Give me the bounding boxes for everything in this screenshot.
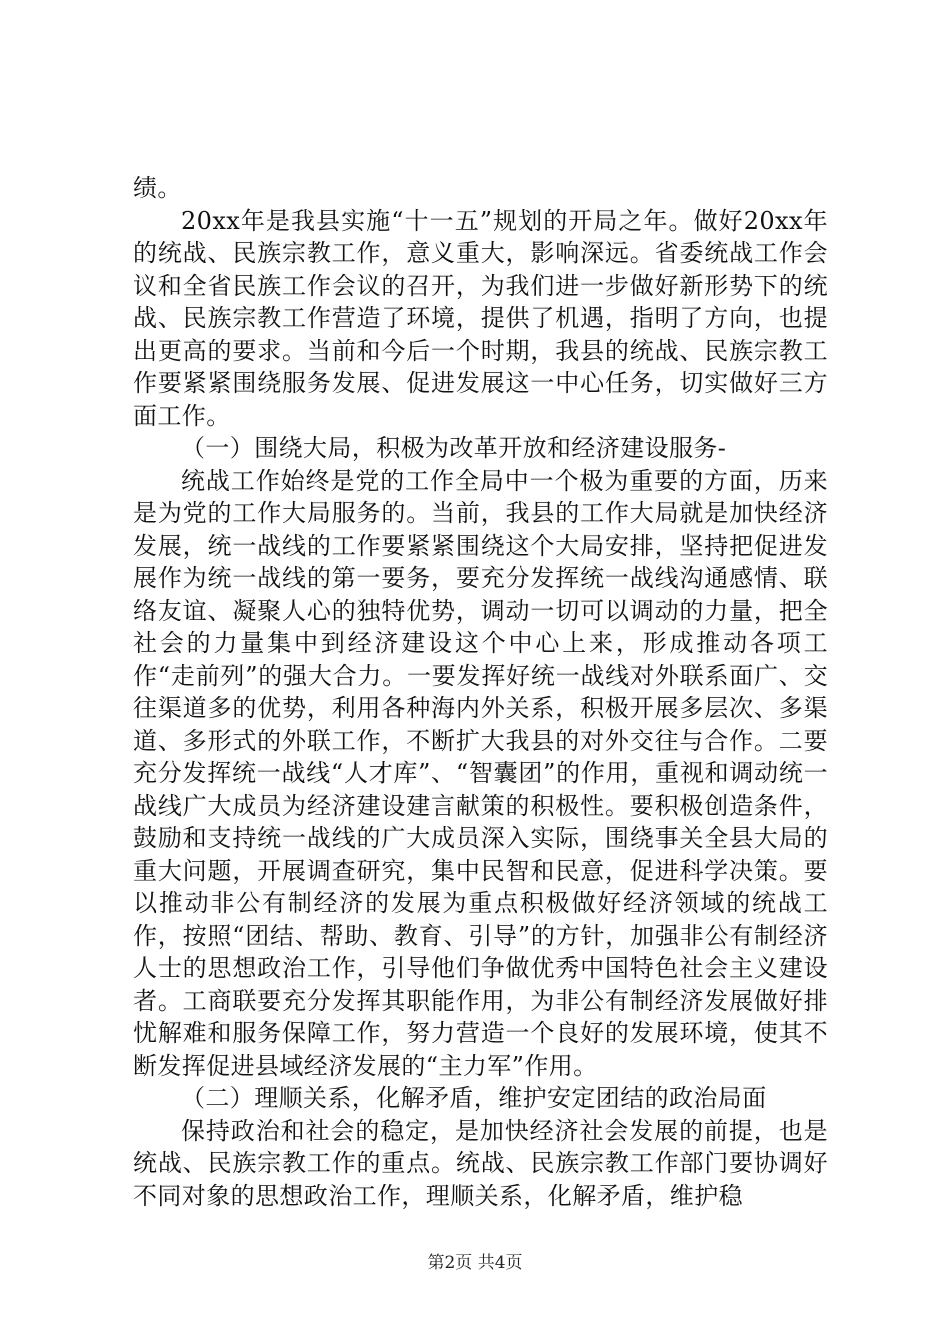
paragraph-3: 统战工作始终是党的工作全局中一个极为重要的方面，历来是为党的工作大局服务的。当前，我县的工作大局就是加快经济发展，统一战线的工作要紧紧围绕这个大局安排，坚持把促进发展作为统一战线的第一要务，要充分发挥统一战线沟通感情、联络友谊、凝聚人心的独特优势，调动一切可以调动的力量，把全社会的力量集中到经济建设这个中心上来，形成推动各项工作“走前列”的强大合力。一要发挥好统一战线对外联系面广、交往渠道多的优势，利用各种海内外关系，积极开展多层次、多渠道、多形式的外联工作，不断扩大我县的对外交往与合作。二要充分发挥统一战线“人才库”、“智囊团”的作用，重视和调动统一战线广大成员为经济建设建言献策的积极性。要积极创造条件，鼓励和支持统一战线的广大成员深入实际，围绕事关全县大局的重大问题，开展调查研究，集中民智和民意，促进科学决策。要以推动非公有制经济的发展为重点积极做好经济领域的统战工作，按照“团结、帮助、教育、引导”的方针，加强非公有制经济人士的思想政治工作，引导他们争做优秀中国特色社会主义建设者。工商联要充分发挥其职能作用，为非公有制经济发展做好排忧解难和服务保障工作，努力营造一个良好的发展环境，使其不断发挥促进县域经济发展的“主力军”作用。 xyxy=(133,466,828,1080)
section-heading-2: （二）理顺关系，化解矛盾，维护安定团结的政治局面 xyxy=(181,1084,767,1112)
section-heading-1: （一）围绕大局，积极为改革开放和经济建设服务- xyxy=(181,434,727,462)
page-footer: 第2页 共4页 xyxy=(427,1253,523,1273)
document-body xyxy=(133,172,828,1212)
paragraph-1: 绩。 xyxy=(133,174,182,202)
paragraph-4: 保持政治和社会的稳定，是加快经济社会发展的前提，也是统战、民族宗教工作的重点。统战、民族宗教工作部门要协调好不同对象的思想政治工作，理顺关系，化解矛盾，维护稳 xyxy=(133,1116,828,1210)
paragraph-2: 20xx年是我县实施“十一五”规划的开局之年。做好20xx年的统战、民族宗教工作，意义重大，影响深远。省委统战工作会议和全省民族工作会议的召开，为我们进一步做好新形势下的统战、民族宗教工作营造了环境，提供了机遇，指明了方向，也提出更高的要求。当前和今后一个时期，我县的统战、民族宗教工作要紧紧围绕服务发展、促进发展这一中心任务，切实做好三方面工作。 xyxy=(133,206,828,430)
